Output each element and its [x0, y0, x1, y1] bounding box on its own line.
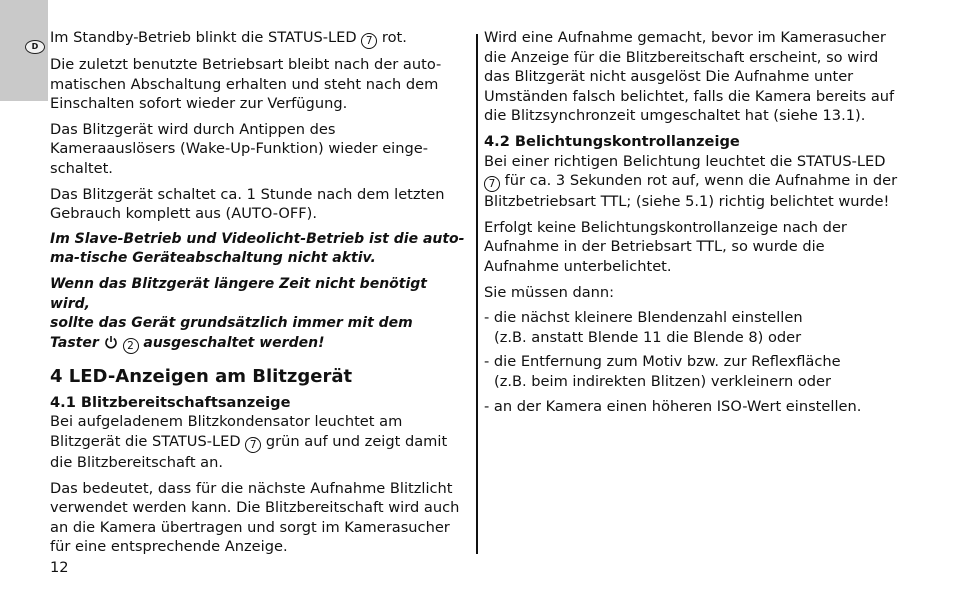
section-heading: 4 LED-Anzeigen am Blitzgerät: [50, 365, 353, 387]
paragraph-not-triggered: Wird eine Aufnahme gemacht, bevor im Kamerasucher die Anzeige für die Blitzbereitschaft erscheint, so wird das Blitzgerät nicht ausgelöst Die Aufnahme unter Umständen falsch belichtet, falls die Kamera bereits auf die Blitzsynchronzeit umgeschaltet hat (siehe 13.1).: [484, 29, 895, 125]
list-item: - die Entfernung zum Motiv bzw. zur Reflexfläche (z.B. beim indirekten Blitzen) verkleinern oder: [484, 353, 841, 390]
power-icon: [104, 335, 118, 349]
paragraph-underexposed: Erfolgt keine Belichtungskontrollanzeige nach der Aufnahme in der Betriebsart TTL, so wurde die Aufnahme unterbelichtet.: [484, 218, 847, 275]
paragraph-wake-up: Das Blitzgerät wird durch Antippen des Kameraauslösers (Wake-Up-Funktion) wieder einge- schaltet.: [50, 120, 428, 177]
paragraph-flash-ready: Bei aufgeladenem Blitzkondensator leuchtet am Blitzgerät die STATUS-LED 7 grün auf und zeigt damit die Blitzbereitschaft an.: [50, 413, 448, 471]
subsection-heading: 4.1 Blitzbereitschaftsanzeige: [50, 393, 291, 411]
language-badge: D: [25, 40, 45, 54]
subsection-heading: 4.2 Belichtungskontrollanzeige: [484, 132, 740, 150]
list-item: - die nächst kleinere Blendenzahl einstellen (z.B. anstatt Blende 11 die Blende 8) oder: [484, 309, 803, 346]
ref-number-icon: 7: [484, 176, 500, 192]
ref-number-icon: 7: [245, 437, 261, 453]
paragraph-standby: Im Standby-Betrieb blinkt die STATUS-LED 7 rot.: [50, 29, 407, 47]
right-column: [484, 28, 914, 421]
paragraph-auto-off: Das Blitzgerät schaltet ca. 1 Stunde nach dem letzten Gebrauch komplett aus (AUTO-OFF).: [50, 185, 445, 223]
paragraph-mode-retained: Die zuletzt benutzte Betriebsart bleibt nach der auto- matischen Abschaltung erhalten und steht nach dem Einschalten sofort wieder zur Verfügung.: [50, 56, 442, 113]
column-divider: [476, 34, 478, 554]
ref-number-icon: 2: [123, 338, 139, 354]
note-switch-off: Wenn das Blitzgerät längere Zeit nicht benötigt wird, sollte das Gerät grundsätzlich immer mit dem Taster 2 ausgeschaltet werden!: [50, 275, 427, 352]
left-column: [50, 28, 470, 563]
paragraph-exposure-ok: Bei einer richtigen Belichtung leuchtet die STATUS-LED 7 für ca. 3 Sekunden rot auf, wenn die Aufnahme in der Blitzbetriebsart TTL; (siehe 5.1) richtig belichtet wurde!: [484, 152, 898, 211]
list-item: - an der Kamera einen höheren ISO-Wert einstellen.: [484, 397, 862, 415]
paragraph-flash-ready-meaning: Das bedeutet, dass für die nächste Aufnahme Blitzlicht verwendet werden kann. Die Blitzbereitschaft wird auch an die Kamera übertragen und sorgt im Kamerasucher für eine entsprechende Anzeige.: [50, 479, 460, 556]
ref-number-icon: 7: [361, 33, 377, 49]
note-slave-mode: Im Slave-Betrieb und Videolicht-Betrieb ist die auto- ma-tische Geräteabschaltung nicht aktiv.: [50, 230, 465, 267]
page-number: 12: [50, 559, 69, 576]
paragraph-you-must: Sie müssen dann:: [484, 283, 615, 301]
language-tab: [0, 0, 48, 101]
